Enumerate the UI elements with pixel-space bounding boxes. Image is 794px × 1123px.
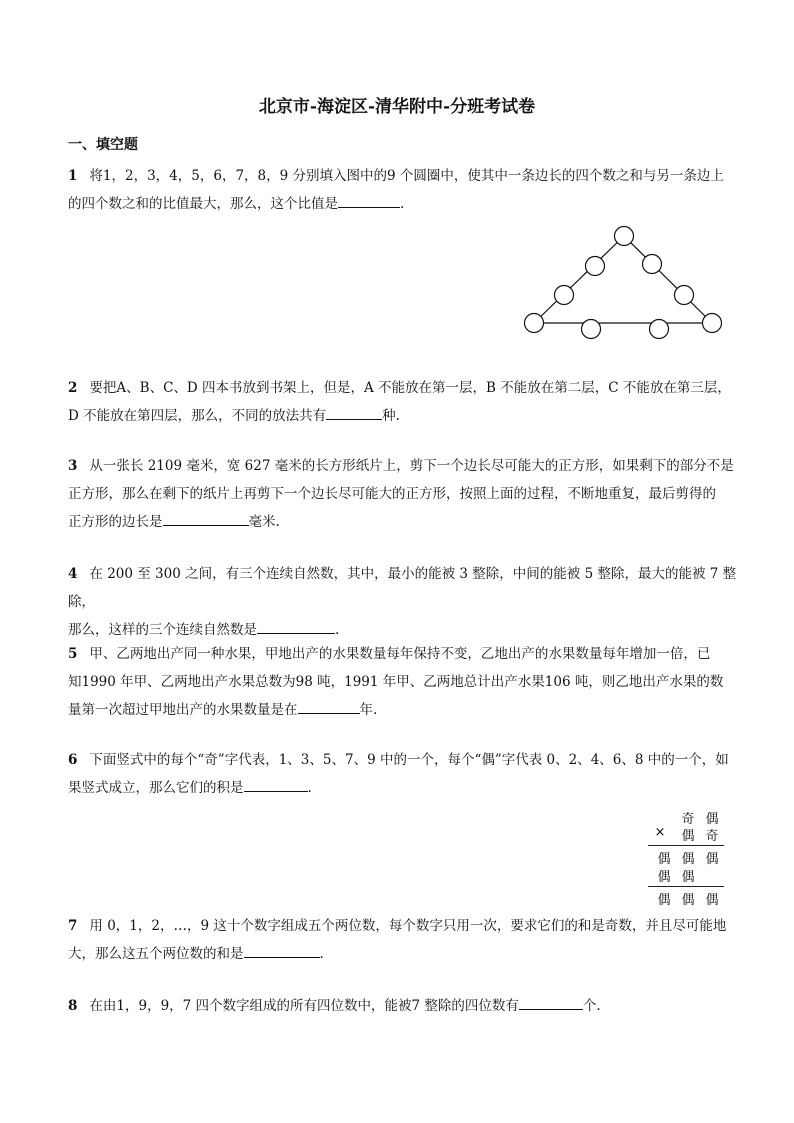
circle-node <box>703 314 722 333</box>
circle-node <box>643 255 662 274</box>
digit-even: 偶 <box>681 852 695 867</box>
digit-even: 偶 <box>705 893 719 908</box>
question-end: . <box>335 622 340 638</box>
circle-node <box>555 286 574 305</box>
circle-node <box>586 257 605 276</box>
digit-even: 偶 <box>681 829 695 844</box>
question-1 <box>68 162 738 218</box>
question-end: 年. <box>359 702 378 718</box>
question-number: 7 <box>68 918 78 934</box>
answer-blank[interactable] <box>244 941 320 958</box>
answer-blank[interactable] <box>338 191 400 208</box>
circle-node <box>525 314 544 333</box>
question-number: 2 <box>68 380 78 396</box>
question-6 <box>68 746 738 802</box>
question-text-line1: 在由1，9，9，7 四个数字组成的所有四位数中，能被7 整除的四位数有 <box>89 998 519 1014</box>
circle-node <box>650 320 669 339</box>
question-end: . <box>307 780 312 796</box>
digit-even: 偶 <box>657 893 671 908</box>
question-number: 6 <box>68 752 78 768</box>
question-end: 种. <box>382 408 400 424</box>
vertical-multiplication <box>648 808 724 908</box>
digit-even: 偶 <box>681 893 695 908</box>
question-text-line1: 将1，2，3，4，5，6，7，8，9 分别填入图中的9 个圆圈中，使其中一条边长的四个数之和与另一条边上 <box>89 168 724 184</box>
question-text-line2: 知1990 年甲、乙两地出产水果总数为98 吨，1991 年甲、乙两地总计出产水果106 吨，则乙地出产水果的数 <box>68 674 724 690</box>
question-2 <box>68 374 738 430</box>
question-number: 1 <box>68 168 78 184</box>
answer-blank[interactable] <box>298 697 360 714</box>
digit-even: 偶 <box>657 870 671 885</box>
question-end: 毫米. <box>248 514 280 530</box>
answer-blank[interactable] <box>519 993 583 1010</box>
question-text-line2: 那么，这样的三个连续自然数是 <box>68 622 257 638</box>
question-text-line1: 下面竖式中的每个“奇”字代表，1、3、5、7、9 中的一个，每个“偶”字代表 0、2、4、6、8 中的一个，如 <box>89 752 729 768</box>
digit-odd: 奇 <box>705 829 719 844</box>
circle-node <box>675 286 694 305</box>
question-text-line1: 要把A、B、C、D 四本书放到书架上，但是，A 不能放在第一层，B 不能放在第二层，C 不能放在第三层， <box>89 380 731 396</box>
circle-node <box>582 320 601 339</box>
digit-odd: 奇 <box>681 812 695 827</box>
question-text-line2: 正方形，那么在剩下的纸片上再剪下一个边长尽可能大的正方形，按照上面的过程，不断地重复，最后剪得的 <box>68 486 716 502</box>
digit-even: 偶 <box>681 870 695 885</box>
circle-node <box>615 227 634 246</box>
question-number: 4 <box>68 566 78 582</box>
times-sign: × <box>654 825 666 840</box>
page-title: 北京市-海淀区-清华附中-分班考试卷 <box>258 97 536 117</box>
question-text-line1: 从一张长 2109 毫米，宽 627 毫米的长方形纸片上，剪下一个边长尽可能大的正方形，如果剩下的部分不是 <box>89 458 734 474</box>
question-number: 8 <box>68 998 78 1014</box>
question-number: 3 <box>68 458 78 474</box>
question-text-line1: 在 200 至 300 之间，有三个连续自然数，其中，最小的能被 3 整除，中间的能被 5 整除，最大的能被 7 整除， <box>68 566 737 610</box>
question-text-line2: D 不能放在第四层，那么，不同的放法共有 <box>68 408 327 424</box>
question-end: . <box>400 196 405 212</box>
question-text-line2: 大，那么这五个两位数的和是 <box>68 946 244 962</box>
digit-even: 偶 <box>705 812 719 827</box>
answer-blank[interactable] <box>326 403 382 420</box>
digit-even: 偶 <box>705 852 719 867</box>
question-5 <box>68 640 738 724</box>
section-heading: 一、填空题 <box>68 137 138 153</box>
question-end: 个. <box>582 998 601 1014</box>
question-text-line2: 果竖式成立，那么它们的积是 <box>68 780 244 796</box>
question-text-line3: 量第一次超过甲地出产的水果数量是在 <box>68 702 298 718</box>
digit-even: 偶 <box>657 852 671 867</box>
answer-blank[interactable] <box>163 509 249 526</box>
question-3 <box>68 452 738 536</box>
question-4 <box>68 560 738 644</box>
answer-blank[interactable] <box>257 617 335 634</box>
question-number: 5 <box>68 646 78 662</box>
answer-blank[interactable] <box>244 775 308 792</box>
question-end: . <box>319 946 324 962</box>
triangle-circles-figure <box>520 226 726 344</box>
question-text-line1: 甲、乙两地出产同一种水果，甲地出产的水果数量每年保持不变，乙地出产的水果数量每年增加一倍，已 <box>89 646 711 662</box>
rule-line <box>648 845 724 846</box>
question-text-line1: 用 0，1，2，…，9 这十个数字组成五个两位数，每个数字只用一次，要求它们的和是奇数，并且尽可能地 <box>89 918 727 934</box>
question-text-line3: 正方形的边长是 <box>68 514 163 530</box>
question-8 <box>68 992 738 1020</box>
rule-line <box>648 886 724 887</box>
question-7 <box>68 912 738 968</box>
question-text-line2: 的四个数之和的比值最大，那么，这个比值是 <box>68 196 338 212</box>
